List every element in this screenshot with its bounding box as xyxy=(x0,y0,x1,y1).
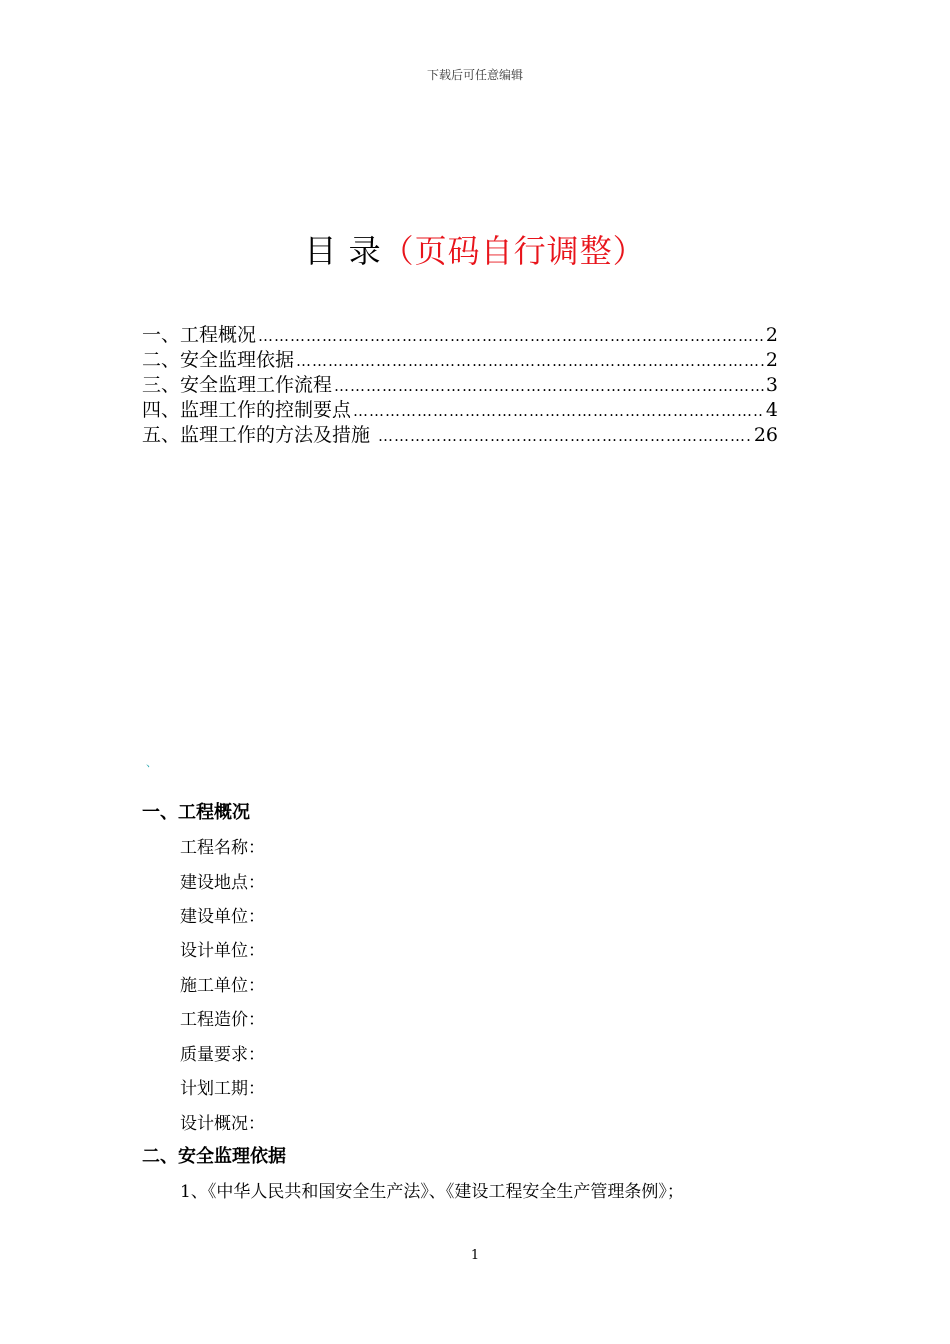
toc-leader-dots xyxy=(353,399,764,424)
toc-entry-page: 3 xyxy=(765,374,778,396)
toc-title-main: 目 录 xyxy=(304,232,382,270)
field-project-name: 工程名称： xyxy=(180,838,265,858)
toc-entry-page: 2 xyxy=(765,324,778,346)
field-project-cost: 工程造价： xyxy=(180,1010,265,1030)
toc-entry-label: 一、工程概况 xyxy=(142,324,257,346)
toc-leader-dots xyxy=(258,324,764,349)
toc-entry[interactable] xyxy=(142,373,778,398)
table-of-contents xyxy=(142,323,778,448)
field-quality-requirement: 质量要求： xyxy=(180,1045,265,1065)
toc-entry-label: 五、监理工作的方法及措施 xyxy=(142,424,377,446)
toc-leader-dots xyxy=(334,374,764,399)
toc-entry-label: 二、安全监理依据 xyxy=(142,349,295,371)
toc-entry-page: 4 xyxy=(765,399,778,421)
header-note: 下载后可任意编辑 xyxy=(426,68,523,82)
toc-entry[interactable] xyxy=(142,423,778,448)
field-planned-duration: 计划工期： xyxy=(180,1079,265,1099)
field-construction-unit: 施工单位： xyxy=(180,976,265,996)
field-design-overview: 设计概况： xyxy=(180,1114,265,1134)
toc-entry[interactable] xyxy=(142,348,778,373)
toc-entry-page: 2 xyxy=(765,349,778,371)
field-design-unit: 设计单位： xyxy=(180,941,265,961)
section-heading-overview: 一、工程概况 xyxy=(142,802,250,823)
toc-leader-dots xyxy=(378,424,752,449)
page-number: 1 xyxy=(470,1248,480,1263)
stray-mark: 、 xyxy=(146,756,157,769)
toc-title-note: （页码自行调整） xyxy=(381,232,646,270)
toc-leader-dots xyxy=(296,349,764,374)
basis-item: 1、《中华人民共和国安全生产法》、《建设工程安全生产管理条例》； xyxy=(180,1182,684,1202)
toc-title xyxy=(0,226,950,272)
field-owner-unit: 建设单位： xyxy=(180,907,265,927)
toc-entry[interactable] xyxy=(142,323,778,348)
toc-entry-label: 四、监理工作的控制要点 xyxy=(142,399,352,421)
section-heading-basis: 二、安全监理依据 xyxy=(142,1146,286,1167)
toc-entry-page: 26 xyxy=(753,424,778,446)
field-build-location: 建设地点： xyxy=(180,873,265,893)
toc-entry[interactable] xyxy=(142,398,778,423)
toc-entry-label: 三、安全监理工作流程 xyxy=(142,374,333,396)
